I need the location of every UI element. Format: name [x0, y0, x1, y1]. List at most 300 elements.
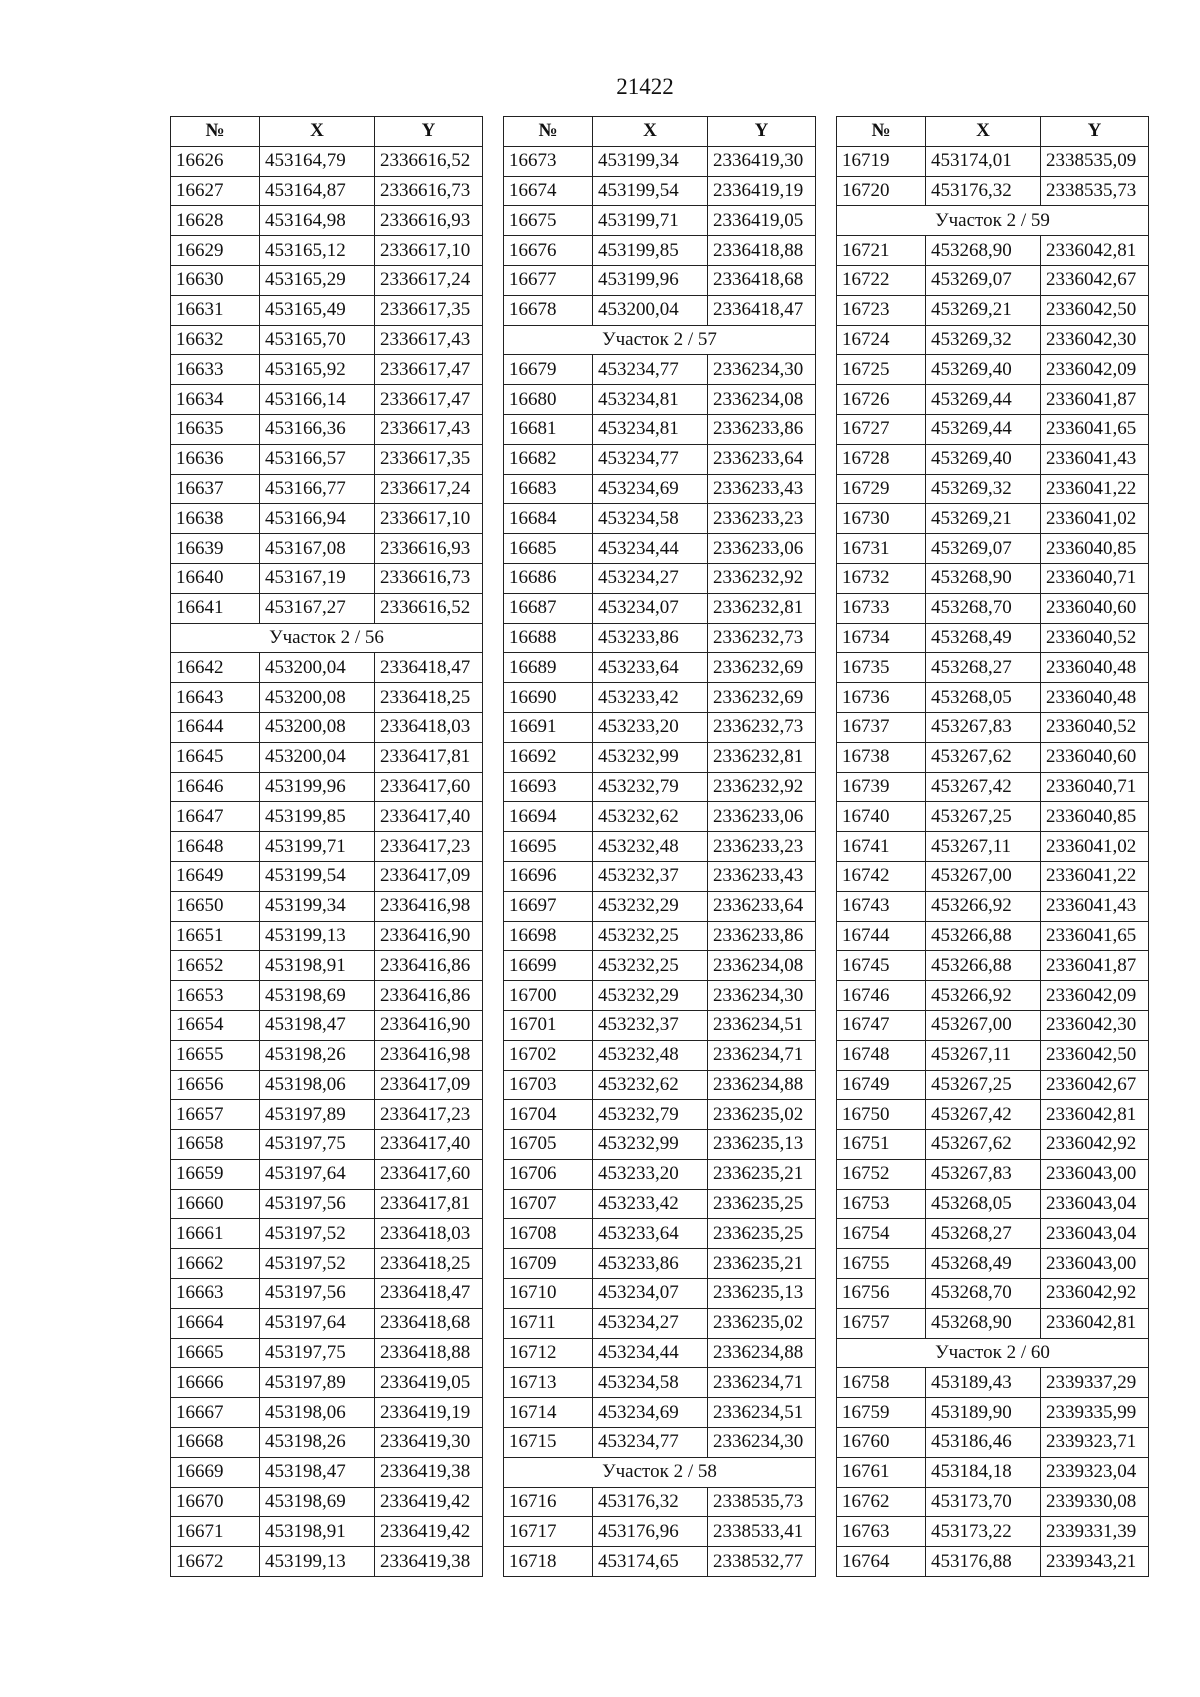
x-coordinate-cell: 453268,27 — [926, 653, 1041, 683]
header-number: № — [837, 117, 926, 147]
table-row — [837, 1249, 1149, 1279]
point-number-cell: 16655 — [171, 1040, 260, 1070]
y-coordinate-cell: 2336232,92 — [708, 772, 816, 802]
y-coordinate-cell: 2336416,98 — [375, 891, 483, 921]
table-row — [504, 295, 816, 325]
table-row — [504, 891, 816, 921]
x-coordinate-cell: 453198,47 — [260, 1457, 375, 1487]
table-row — [171, 265, 483, 295]
y-coordinate-cell: 2339343,21 — [1041, 1547, 1149, 1577]
x-coordinate-cell: 453234,44 — [593, 1338, 708, 1368]
point-number-cell: 16694 — [504, 802, 593, 832]
y-coordinate-cell: 2336043,00 — [1041, 1249, 1149, 1279]
point-number-cell: 16645 — [171, 742, 260, 772]
x-coordinate-cell: 453166,36 — [260, 414, 375, 444]
coordinates-table-1 — [170, 116, 483, 1577]
point-number-cell: 16650 — [171, 891, 260, 921]
x-coordinate-cell: 453232,29 — [593, 891, 708, 921]
table-row — [837, 1457, 1149, 1487]
y-coordinate-cell: 2336232,69 — [708, 653, 816, 683]
table-row — [504, 1130, 816, 1160]
table-row — [504, 504, 816, 534]
point-number-cell: 16762 — [837, 1487, 926, 1517]
table-row — [837, 474, 1149, 504]
x-coordinate-cell: 453266,92 — [926, 981, 1041, 1011]
table-row — [171, 1070, 483, 1100]
point-number-cell: 16725 — [837, 355, 926, 385]
point-number-cell: 16688 — [504, 623, 593, 653]
y-coordinate-cell: 2336041,87 — [1041, 385, 1149, 415]
point-number-cell: 16723 — [837, 295, 926, 325]
point-number-cell: 16633 — [171, 355, 260, 385]
y-coordinate-cell: 2336417,09 — [375, 861, 483, 891]
table-header-row — [837, 117, 1149, 147]
table-row — [837, 742, 1149, 772]
y-coordinate-cell: 2339323,71 — [1041, 1428, 1149, 1458]
table-row — [837, 1428, 1149, 1458]
point-number-cell: 16637 — [171, 474, 260, 504]
table-row — [837, 1547, 1149, 1577]
header-y: Y — [375, 117, 483, 147]
y-coordinate-cell: 2336417,09 — [375, 1070, 483, 1100]
y-coordinate-cell: 2336040,85 — [1041, 534, 1149, 564]
table-row — [171, 1547, 483, 1577]
x-coordinate-cell: 453234,07 — [593, 593, 708, 623]
x-coordinate-cell: 453232,79 — [593, 1100, 708, 1130]
table-row — [171, 1100, 483, 1130]
point-number-cell: 16627 — [171, 176, 260, 206]
y-coordinate-cell: 2336416,86 — [375, 981, 483, 1011]
y-coordinate-cell: 2336417,23 — [375, 832, 483, 862]
point-number-cell: 16675 — [504, 206, 593, 236]
point-number-cell: 16726 — [837, 385, 926, 415]
coordinates-table-2 — [503, 116, 816, 1577]
table-row — [837, 1219, 1149, 1249]
y-coordinate-cell: 2336235,21 — [708, 1159, 816, 1189]
x-coordinate-cell: 453234,07 — [593, 1279, 708, 1309]
y-coordinate-cell: 2336235,25 — [708, 1219, 816, 1249]
point-number-cell: 16678 — [504, 295, 593, 325]
x-coordinate-cell: 453269,40 — [926, 355, 1041, 385]
point-number-cell: 16683 — [504, 474, 593, 504]
x-coordinate-cell: 453198,06 — [260, 1070, 375, 1100]
y-coordinate-cell: 2336042,81 — [1041, 1100, 1149, 1130]
x-coordinate-cell: 453269,21 — [926, 504, 1041, 534]
table-row — [171, 414, 483, 444]
y-coordinate-cell: 2338535,09 — [1041, 146, 1149, 176]
table-row — [504, 236, 816, 266]
y-coordinate-cell: 2336418,47 — [708, 295, 816, 325]
table-row — [171, 1189, 483, 1219]
header-x: X — [926, 117, 1041, 147]
y-coordinate-cell: 2336418,88 — [708, 236, 816, 266]
x-coordinate-cell: 453167,19 — [260, 563, 375, 593]
table-row — [171, 444, 483, 474]
x-coordinate-cell: 453267,62 — [926, 742, 1041, 772]
table-row — [171, 1040, 483, 1070]
table-row — [504, 1368, 816, 1398]
x-coordinate-cell: 453269,07 — [926, 534, 1041, 564]
y-coordinate-cell: 2336418,68 — [375, 1308, 483, 1338]
table-row — [837, 355, 1149, 385]
point-number-cell: 16763 — [837, 1517, 926, 1547]
x-coordinate-cell: 453199,13 — [260, 1547, 375, 1577]
x-coordinate-cell: 453269,32 — [926, 325, 1041, 355]
point-number-cell: 16702 — [504, 1040, 593, 1070]
y-coordinate-cell: 2336616,73 — [375, 563, 483, 593]
point-number-cell: 16722 — [837, 265, 926, 295]
table-row — [504, 1040, 816, 1070]
table-row — [837, 414, 1149, 444]
table-row — [504, 1487, 816, 1517]
point-number-cell: 16671 — [171, 1517, 260, 1547]
x-coordinate-cell: 453234,27 — [593, 563, 708, 593]
x-coordinate-cell: 453234,69 — [593, 1398, 708, 1428]
point-number-cell: 16647 — [171, 802, 260, 832]
x-coordinate-cell: 453189,90 — [926, 1398, 1041, 1428]
point-number-cell: 16699 — [504, 951, 593, 981]
point-number-cell: 16705 — [504, 1130, 593, 1160]
y-coordinate-cell: 2336234,71 — [708, 1368, 816, 1398]
header-x: X — [260, 117, 375, 147]
table-row — [504, 1428, 816, 1458]
x-coordinate-cell: 453199,34 — [593, 146, 708, 176]
y-coordinate-cell: 2336042,09 — [1041, 355, 1149, 385]
x-coordinate-cell: 453199,96 — [260, 772, 375, 802]
y-coordinate-cell: 2336041,43 — [1041, 444, 1149, 474]
y-coordinate-cell: 2336041,22 — [1041, 474, 1149, 504]
x-coordinate-cell: 453198,69 — [260, 981, 375, 1011]
point-number-cell: 16717 — [504, 1517, 593, 1547]
section-title: Участок 2 / 58 — [504, 1457, 816, 1487]
x-coordinate-cell: 453200,08 — [260, 712, 375, 742]
y-coordinate-cell: 2336417,81 — [375, 1189, 483, 1219]
table-row — [837, 504, 1149, 534]
point-number-cell: 16667 — [171, 1398, 260, 1428]
y-coordinate-cell: 2336042,67 — [1041, 1070, 1149, 1100]
table-row — [837, 1279, 1149, 1309]
point-number-cell: 16682 — [504, 444, 593, 474]
y-coordinate-cell: 2336040,85 — [1041, 802, 1149, 832]
table-row — [837, 1130, 1149, 1160]
x-coordinate-cell: 453197,64 — [260, 1308, 375, 1338]
y-coordinate-cell: 2336419,30 — [708, 146, 816, 176]
x-coordinate-cell: 453267,83 — [926, 712, 1041, 742]
y-coordinate-cell: 2336235,13 — [708, 1279, 816, 1309]
x-coordinate-cell: 453173,70 — [926, 1487, 1041, 1517]
y-coordinate-cell: 2336234,88 — [708, 1338, 816, 1368]
section-row — [171, 623, 483, 653]
x-coordinate-cell: 453267,42 — [926, 772, 1041, 802]
point-number-cell: 16692 — [504, 742, 593, 772]
y-coordinate-cell: 2336043,04 — [1041, 1219, 1149, 1249]
x-coordinate-cell: 453173,22 — [926, 1517, 1041, 1547]
point-number-cell: 16719 — [837, 146, 926, 176]
table-row — [837, 1159, 1149, 1189]
point-number-cell: 16743 — [837, 891, 926, 921]
header-number: № — [171, 117, 260, 147]
table-row — [837, 832, 1149, 862]
table-row — [504, 474, 816, 504]
x-coordinate-cell: 453186,46 — [926, 1428, 1041, 1458]
table-row — [504, 1100, 816, 1130]
x-coordinate-cell: 453232,48 — [593, 1040, 708, 1070]
point-number-cell: 16764 — [837, 1547, 926, 1577]
table-row — [837, 891, 1149, 921]
y-coordinate-cell: 2336234,51 — [708, 1398, 816, 1428]
table-row — [837, 802, 1149, 832]
y-coordinate-cell: 2336040,48 — [1041, 653, 1149, 683]
point-number-cell: 16662 — [171, 1249, 260, 1279]
x-coordinate-cell: 453267,25 — [926, 1070, 1041, 1100]
y-coordinate-cell: 2336416,90 — [375, 1010, 483, 1040]
y-coordinate-cell: 2336617,10 — [375, 236, 483, 266]
point-number-cell: 16654 — [171, 1010, 260, 1040]
table-row — [171, 474, 483, 504]
y-coordinate-cell: 2336419,05 — [708, 206, 816, 236]
table-row — [837, 1308, 1149, 1338]
point-number-cell: 16741 — [837, 832, 926, 862]
table-row — [837, 1040, 1149, 1070]
x-coordinate-cell: 453267,11 — [926, 832, 1041, 862]
x-coordinate-cell: 453233,42 — [593, 1189, 708, 1219]
point-number-cell: 16665 — [171, 1338, 260, 1368]
point-number-cell: 16680 — [504, 385, 593, 415]
x-coordinate-cell: 453197,89 — [260, 1368, 375, 1398]
table-row — [837, 861, 1149, 891]
y-coordinate-cell: 2336040,71 — [1041, 563, 1149, 593]
y-coordinate-cell: 2336040,71 — [1041, 772, 1149, 802]
x-coordinate-cell: 453200,04 — [593, 295, 708, 325]
point-number-cell: 16760 — [837, 1428, 926, 1458]
y-coordinate-cell: 2336417,60 — [375, 772, 483, 802]
x-coordinate-cell: 453197,52 — [260, 1249, 375, 1279]
point-number-cell: 16740 — [837, 802, 926, 832]
point-number-cell: 16701 — [504, 1010, 593, 1040]
x-coordinate-cell: 453234,81 — [593, 385, 708, 415]
y-coordinate-cell: 2336232,69 — [708, 683, 816, 713]
table-row — [171, 1308, 483, 1338]
y-coordinate-cell: 2336419,19 — [708, 176, 816, 206]
table-row — [171, 832, 483, 862]
point-number-cell: 16709 — [504, 1249, 593, 1279]
y-coordinate-cell: 2336232,81 — [708, 593, 816, 623]
point-number-cell: 16698 — [504, 921, 593, 951]
point-number-cell: 16742 — [837, 861, 926, 891]
y-coordinate-cell: 2336419,38 — [375, 1547, 483, 1577]
point-number-cell: 16737 — [837, 712, 926, 742]
point-number-cell: 16732 — [837, 563, 926, 593]
point-number-cell: 16721 — [837, 236, 926, 266]
table-row — [171, 236, 483, 266]
table-header-row — [171, 117, 483, 147]
x-coordinate-cell: 453232,62 — [593, 1070, 708, 1100]
x-coordinate-cell: 453268,70 — [926, 593, 1041, 623]
y-coordinate-cell: 2336617,24 — [375, 265, 483, 295]
x-coordinate-cell: 453232,99 — [593, 1130, 708, 1160]
point-number-cell: 16744 — [837, 921, 926, 951]
x-coordinate-cell: 453269,44 — [926, 414, 1041, 444]
table-row — [837, 534, 1149, 564]
y-coordinate-cell: 2336235,02 — [708, 1308, 816, 1338]
table-row — [504, 802, 816, 832]
x-coordinate-cell: 453176,96 — [593, 1517, 708, 1547]
table-row — [171, 712, 483, 742]
y-coordinate-cell: 2338533,41 — [708, 1517, 816, 1547]
table-row — [171, 861, 483, 891]
x-coordinate-cell: 453232,25 — [593, 921, 708, 951]
y-coordinate-cell: 2336616,52 — [375, 593, 483, 623]
x-coordinate-cell: 453234,77 — [593, 1428, 708, 1458]
table-row — [504, 385, 816, 415]
x-coordinate-cell: 453233,64 — [593, 1219, 708, 1249]
point-number-cell: 16630 — [171, 265, 260, 295]
y-coordinate-cell: 2336418,03 — [375, 712, 483, 742]
x-coordinate-cell: 453232,99 — [593, 742, 708, 772]
table-row — [171, 563, 483, 593]
point-number-cell: 16750 — [837, 1100, 926, 1130]
point-number-cell: 16648 — [171, 832, 260, 862]
header-number: № — [504, 117, 593, 147]
point-number-cell: 16666 — [171, 1368, 260, 1398]
y-coordinate-cell: 2336616,73 — [375, 176, 483, 206]
table-row — [504, 861, 816, 891]
point-number-cell: 16715 — [504, 1428, 593, 1458]
x-coordinate-cell: 453176,32 — [926, 176, 1041, 206]
point-number-cell: 16635 — [171, 414, 260, 444]
table-row — [504, 146, 816, 176]
y-coordinate-cell: 2336232,73 — [708, 712, 816, 742]
table-row — [837, 593, 1149, 623]
table-row — [171, 1010, 483, 1040]
point-number-cell: 16695 — [504, 832, 593, 862]
x-coordinate-cell: 453198,26 — [260, 1040, 375, 1070]
y-coordinate-cell: 2336616,52 — [375, 146, 483, 176]
point-number-cell: 16700 — [504, 981, 593, 1011]
x-coordinate-cell: 453200,04 — [260, 653, 375, 683]
point-number-cell: 16755 — [837, 1249, 926, 1279]
point-number-cell: 16669 — [171, 1457, 260, 1487]
point-number-cell: 16729 — [837, 474, 926, 504]
x-coordinate-cell: 453269,32 — [926, 474, 1041, 504]
x-coordinate-cell: 453232,29 — [593, 981, 708, 1011]
y-coordinate-cell: 2336617,35 — [375, 444, 483, 474]
table-row — [171, 1159, 483, 1189]
y-coordinate-cell: 2336041,02 — [1041, 832, 1149, 862]
point-number-cell: 16730 — [837, 504, 926, 534]
table-row — [504, 623, 816, 653]
point-number-cell: 16761 — [837, 1457, 926, 1487]
point-number-cell: 16651 — [171, 921, 260, 951]
table-row — [504, 683, 816, 713]
x-coordinate-cell: 453232,25 — [593, 951, 708, 981]
x-coordinate-cell: 453176,32 — [593, 1487, 708, 1517]
y-coordinate-cell: 2336418,88 — [375, 1338, 483, 1368]
x-coordinate-cell: 453197,64 — [260, 1159, 375, 1189]
y-coordinate-cell: 2336419,42 — [375, 1487, 483, 1517]
y-coordinate-cell: 2336233,64 — [708, 444, 816, 474]
table-row — [837, 385, 1149, 415]
x-coordinate-cell: 453197,75 — [260, 1338, 375, 1368]
table-row — [504, 1070, 816, 1100]
table-row — [504, 653, 816, 683]
x-coordinate-cell: 453166,77 — [260, 474, 375, 504]
table-row — [837, 1368, 1149, 1398]
x-coordinate-cell: 453197,89 — [260, 1100, 375, 1130]
point-number-cell: 16673 — [504, 146, 593, 176]
table-header-row — [504, 117, 816, 147]
x-coordinate-cell: 453198,47 — [260, 1010, 375, 1040]
table-row — [171, 1219, 483, 1249]
table-row — [504, 414, 816, 444]
point-number-cell: 16714 — [504, 1398, 593, 1428]
section-row — [504, 325, 816, 355]
point-number-cell: 16676 — [504, 236, 593, 266]
point-number-cell: 16704 — [504, 1100, 593, 1130]
x-coordinate-cell: 453268,05 — [926, 683, 1041, 713]
point-number-cell: 16745 — [837, 951, 926, 981]
x-coordinate-cell: 453268,90 — [926, 563, 1041, 593]
point-number-cell: 16706 — [504, 1159, 593, 1189]
y-coordinate-cell: 2336042,81 — [1041, 236, 1149, 266]
table-row — [837, 1189, 1149, 1219]
table-row — [171, 1457, 483, 1487]
section-title: Участок 2 / 56 — [171, 623, 483, 653]
x-coordinate-cell: 453268,49 — [926, 1249, 1041, 1279]
y-coordinate-cell: 2336234,08 — [708, 951, 816, 981]
y-coordinate-cell: 2336043,04 — [1041, 1189, 1149, 1219]
table-row — [837, 623, 1149, 653]
y-coordinate-cell: 2336042,09 — [1041, 981, 1149, 1011]
x-coordinate-cell: 453198,69 — [260, 1487, 375, 1517]
x-coordinate-cell: 453174,01 — [926, 146, 1041, 176]
y-coordinate-cell: 2336418,68 — [708, 265, 816, 295]
table-row — [837, 563, 1149, 593]
x-coordinate-cell: 453199,34 — [260, 891, 375, 921]
table-row — [837, 712, 1149, 742]
point-number-cell: 16642 — [171, 653, 260, 683]
point-number-cell: 16757 — [837, 1308, 926, 1338]
section-title: Участок 2 / 59 — [837, 206, 1149, 236]
y-coordinate-cell: 2339337,29 — [1041, 1368, 1149, 1398]
x-coordinate-cell: 453199,96 — [593, 265, 708, 295]
y-coordinate-cell: 2336042,50 — [1041, 1040, 1149, 1070]
table-row — [837, 653, 1149, 683]
y-coordinate-cell: 2336042,92 — [1041, 1279, 1149, 1309]
table-row — [171, 534, 483, 564]
x-coordinate-cell: 453268,49 — [926, 623, 1041, 653]
point-number-cell: 16631 — [171, 295, 260, 325]
y-coordinate-cell: 2339323,04 — [1041, 1457, 1149, 1487]
point-number-cell: 16681 — [504, 414, 593, 444]
table-row — [504, 712, 816, 742]
point-number-cell: 16684 — [504, 504, 593, 534]
x-coordinate-cell: 453233,42 — [593, 683, 708, 713]
y-coordinate-cell: 2336417,23 — [375, 1100, 483, 1130]
table-row — [171, 1487, 483, 1517]
y-coordinate-cell: 2339330,08 — [1041, 1487, 1149, 1517]
y-coordinate-cell: 2336233,23 — [708, 504, 816, 534]
y-coordinate-cell: 2336617,47 — [375, 385, 483, 415]
y-coordinate-cell: 2336233,86 — [708, 921, 816, 951]
point-number-cell: 16712 — [504, 1338, 593, 1368]
y-coordinate-cell: 2336233,23 — [708, 832, 816, 862]
point-number-cell: 16672 — [171, 1547, 260, 1577]
point-number-cell: 16639 — [171, 534, 260, 564]
x-coordinate-cell: 453167,08 — [260, 534, 375, 564]
table-row — [504, 1010, 816, 1040]
header-y: Y — [708, 117, 816, 147]
